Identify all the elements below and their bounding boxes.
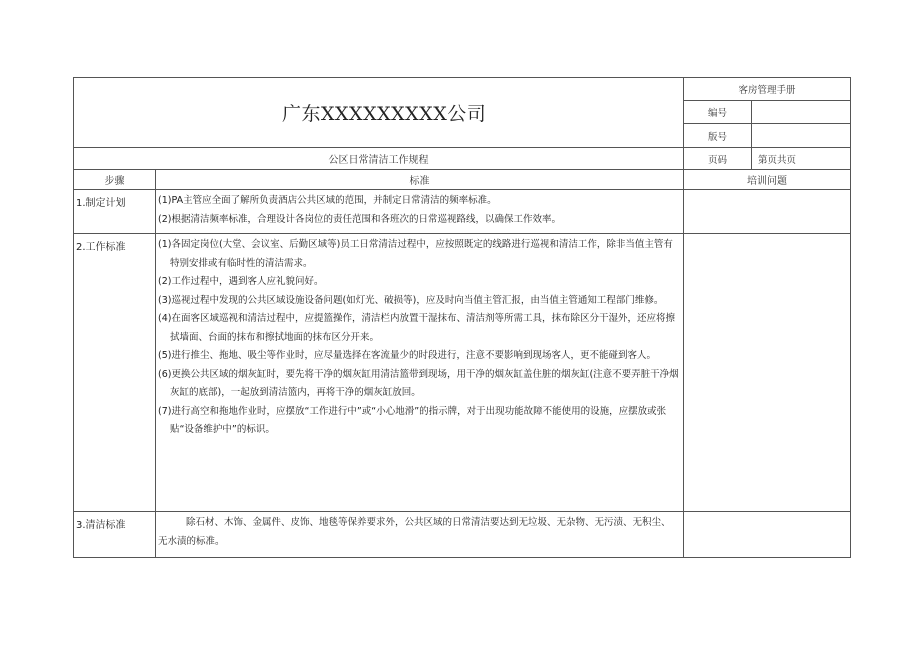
manual-name: 客房管理手册 [684,78,851,101]
company-title: 广东XXXXXXXXX公司 [74,78,684,148]
standard-cell [156,512,684,558]
list-item: (2)根据清洁频率标准，合理设计各岗位的责任范围和各班次的日常巡视路线，以确保工作效率。 [158,213,561,225]
procedure-table [73,77,851,558]
page-value: 第页共页 [752,148,851,170]
table-row [74,512,851,558]
standard-cell [156,190,684,234]
step-label: 3.清洁标准 [74,512,156,558]
list-item: (1)各固定岗位(大堂、会议室、后勤区域等)员工日常清洁过程中，应按照既定的线路进行巡视和清洁工作，除非当值主管有特别安排或有临时性的清洁需求。 [158,239,673,269]
table-row [74,234,851,512]
standard-cell [156,234,684,512]
column-header-step: 步骤 [74,170,156,190]
training-cell [684,234,851,512]
column-header-standard: 标准 [156,170,684,190]
page-label: 页码 [684,148,752,170]
list-item: (5)进行推尘、拖地、吸尘等作业时，应尽量选择在客流量少的时段进行，注意不要影响到现场客人，更不能碰到客人。 [158,350,656,361]
list-item: (7)进行高空和拖地作业时，应摆放“工作进行中”或“小心地滑”的指示牌，对于出现功能故障不能使用的设施，应摆放或张贴“设备维护中”的标识。 [158,405,667,435]
code-label: 编号 [684,101,752,124]
list-item: (1)PA主管应全面了解所负责酒店公共区域的范围，并制定日常清洁的频率标准。 [158,195,497,206]
version-label: 版号 [684,124,752,148]
procedure-title: 公区日常清洁工作规程 [74,148,684,170]
training-cell [684,190,851,234]
table-row [74,190,851,234]
list-item: (4)在面客区域巡视和清洁过程中，应提篮操作，清洁栏内放置干湿抹布、清洁剂等所需工具，抹布除区分干湿外，还应将擦拭墙面、台面的抹布和擦拭地面的抹布区分开来。 [158,313,675,343]
list-item: (2)工作过程中，遇到客人应礼貌问好。 [158,276,324,287]
training-cell [684,512,851,558]
column-header-training: 培训问题 [684,170,851,190]
step-label: 2.工作标准 [74,234,156,512]
code-value [752,101,851,124]
step-label: 1.制定计划 [74,190,156,234]
list-item: (3)巡视过程中发现的公共区域设施设备问题(如灯光、破损等)，应及时向当值主管汇报，由当值主管通知工程部门维修。 [158,294,664,306]
version-value [752,124,851,148]
list-item: (6)更换公共区域的烟灰缸时，要先将干净的烟灰缸用清洁篮带到现场，用干净的烟灰缸盖住脏的烟灰缸(注意不要弄脏干净烟灰缸的底部)，一起放到清洁篮内，再将干净的烟灰缸放回。 [158,368,679,398]
standard-paragraph: 除石材、木饰、金属件、皮饰、地毯等保养要求外，公共区域的日常清洁要达到无垃圾、无杂物、无污渍、无积尘、无水渍的标准。 [158,517,671,547]
